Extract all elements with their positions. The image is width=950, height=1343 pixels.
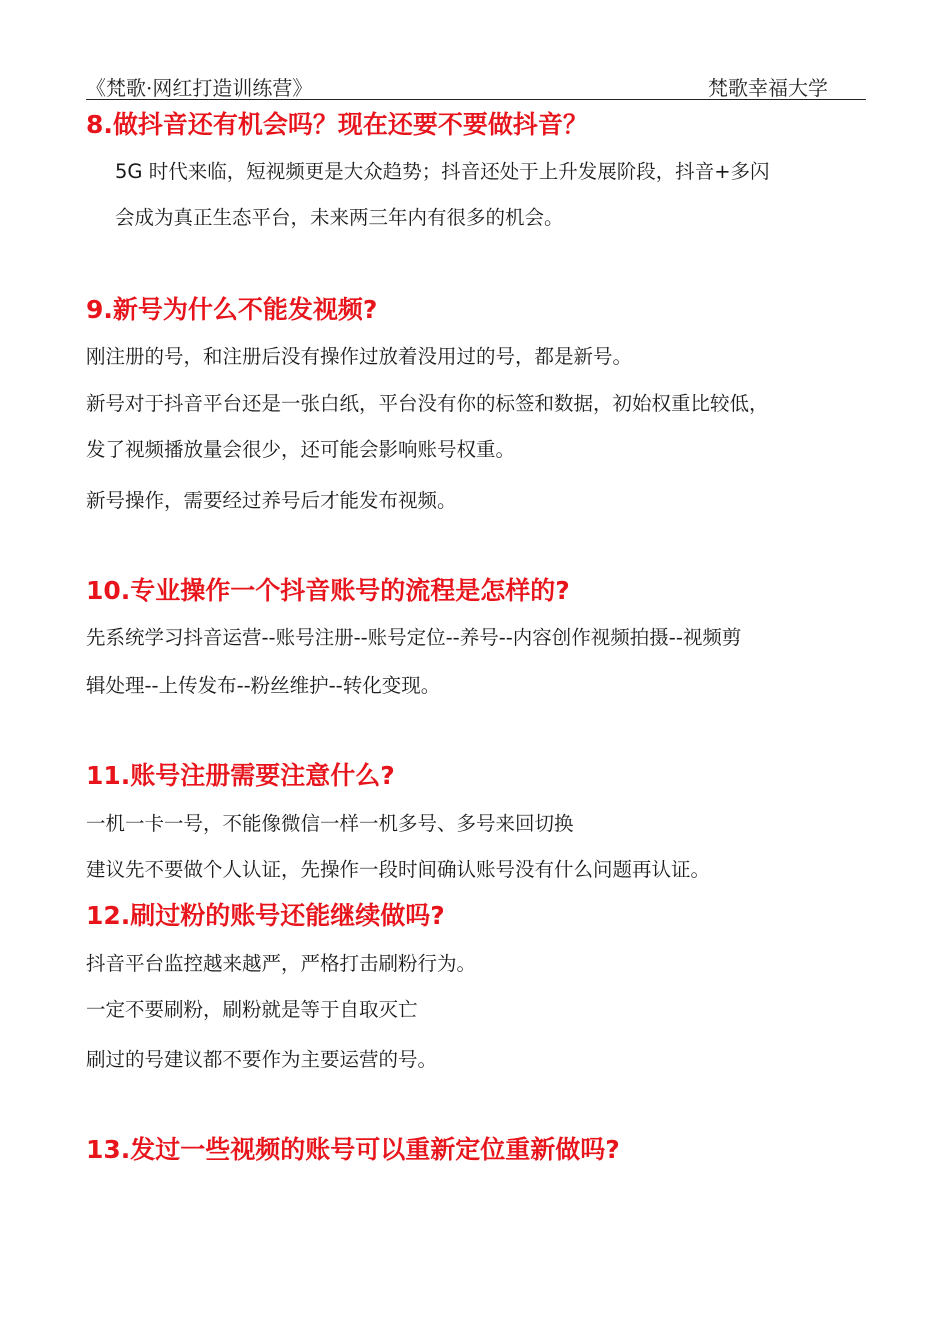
section-12-line-1: 抖音平台监控越来越严，严格打击刷粉行为。 — [86, 952, 477, 975]
section-12-line-3: 刷过的号建议都不要作为主要运营的号。 — [86, 1048, 438, 1071]
section-13-heading: 13.发过一些视频的账号可以重新定位重新做吗? — [86, 1135, 620, 1164]
section-10-line-2: 辑处理--上传发布--粉丝维护--转化变现。 — [86, 674, 441, 697]
section-10-line-1: 先系统学习抖音运营--账号注册--账号定位--养号--内容创作视频拍摄--视频剪 — [86, 626, 742, 649]
section-9-line-3: 发了视频播放量会很少，还可能会影响账号权重。 — [86, 438, 516, 461]
section-10-heading: 10.专业操作一个抖音账号的流程是怎样的? — [86, 576, 570, 605]
section-8-heading: 8.做抖音还有机会吗？现在还要不要做抖音？ — [86, 110, 588, 139]
section-9-line-1: 刚注册的号，和注册后没有操作过放着没用过的号，都是新号。 — [86, 345, 633, 368]
section-11-line-2: 建议先不要做个人认证，先操作一段时间确认账号没有什么问题再认证。 — [86, 858, 711, 881]
header-organization: 梵歌幸福大学 — [708, 76, 828, 100]
section-9-line-2: 新号对于抖音平台还是一张白纸，平台没有你的标签和数据，初始权重比较低， — [86, 392, 769, 415]
section-9-heading: 9.新号为什么不能发视频? — [86, 295, 378, 324]
section-11-heading: 11.账号注册需要注意什么? — [86, 761, 395, 790]
section-8-line-1: 5G 时代来临，短视频更是大众趋势；抖音还处于上升发展阶段，抖音+多闪 — [115, 160, 770, 183]
section-11-line-1: 一机一卡一号，不能像微信一样一机多号、多号来回切换 — [86, 812, 574, 835]
section-8-line-2: 会成为真正生态平台，未来两三年内有很多的机会。 — [115, 206, 564, 229]
section-9-line-4: 新号操作，需要经过养号后才能发布视频。 — [86, 489, 457, 512]
page-header — [86, 68, 866, 100]
section-12-heading: 12.刷过粉的账号还能继续做吗? — [86, 901, 445, 930]
section-12-line-2: 一定不要刷粉，刷粉就是等于自取灭亡 — [86, 998, 418, 1021]
header-course-title: 《梵歌·网红打造训练营》 — [86, 76, 313, 100]
